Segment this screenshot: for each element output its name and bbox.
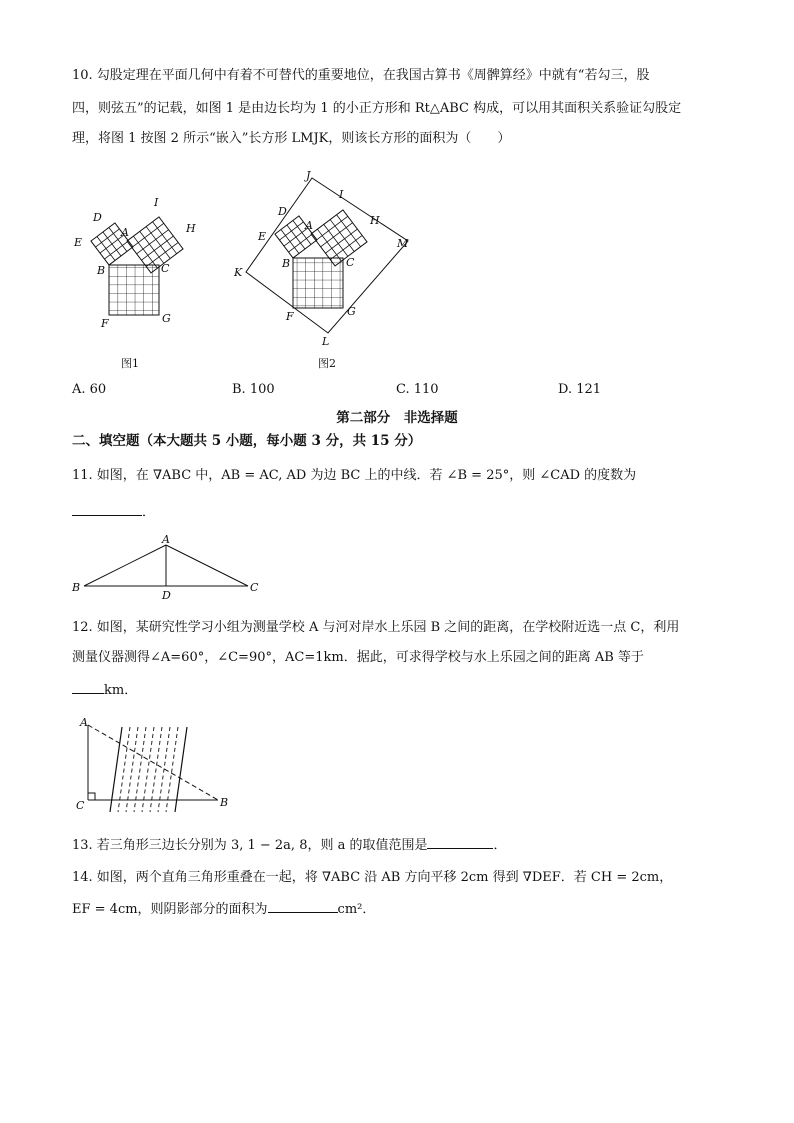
section-fill-in-title: 二、填空题（本大题共 5 小题，每小题 3 分，共 15 分）	[72, 433, 422, 449]
part-two-title: 第二部分 非选择题	[336, 410, 458, 426]
q11-line1: 11. 如图，在 ∇ABC 中，AB = AC, AD 为边 BC 上的中线．若 ∠B = 25°，则 ∠CAD 的度数为	[72, 468, 637, 483]
q14-answer-blank[interactable]	[268, 900, 338, 913]
fig2-label-m: M	[397, 237, 409, 250]
q11-label-d: D	[162, 589, 171, 602]
q14-text: EF = 4cm，则阴影部分的面积为	[72, 902, 268, 917]
q13-answer-blank[interactable]	[427, 836, 493, 849]
q12-line2: 测量仪器测得∠A=60°，∠C=90°，AC=1km．据此，可求得学校与水上乐园之间的距离 AB 等于	[72, 650, 644, 665]
fig1-label-b: B	[97, 264, 106, 277]
fig2-label-a: A	[305, 219, 313, 232]
q12-label-c: C	[76, 799, 85, 812]
fig2-label-h: H	[370, 214, 380, 227]
fig2-label-g: G	[347, 305, 356, 318]
q12-river-figure	[72, 712, 242, 812]
fig2-label-f: F	[286, 310, 294, 323]
fig1-label-d: D	[93, 211, 102, 224]
q13-line	[72, 836, 507, 855]
fig2-label-k: K	[234, 266, 243, 279]
q12-label-a: A	[80, 716, 88, 729]
q11-label-c: C	[250, 581, 259, 594]
fig1-label-c: C	[161, 262, 170, 275]
q12-unit: km．	[104, 683, 138, 698]
fig2-label-j: J	[306, 169, 311, 182]
fig2-caption: 图2	[318, 357, 336, 370]
q10-line1: 10. 勾股定理在平面几何中有着不可替代的重要地位，在我国古算书《周髀算经》中就有“若勾三，股	[72, 68, 650, 83]
q11-triangle-figure	[68, 530, 268, 605]
q11-label-b: B	[72, 581, 81, 594]
figure-1	[66, 190, 206, 335]
figure-2	[228, 168, 418, 350]
fig2-label-d: D	[278, 205, 287, 218]
fig2-label-i: I	[339, 188, 344, 201]
q10-line2: 四，则弦五”的记载，如图 1 是由边长均为 1 的小正方形和 Rt△ABC 构成，可以用其面积关系验证勾股定	[72, 101, 682, 116]
q12-answer-blank[interactable]	[72, 681, 104, 694]
q14-line1: 14. 如图，两个直角三角形重叠在一起，将 ∇ABC 沿 AB 方向平移 2cm 得到 ∇DEF．若 CH = 2cm，	[72, 870, 673, 885]
fig2-label-l: L	[322, 335, 330, 348]
q12-line3	[72, 681, 137, 700]
q11-label-a: A	[162, 533, 170, 546]
q10-option-c: C. 110	[396, 382, 439, 397]
q10-line3: 理，将图 1 按图 2 所示“嵌入”长方形 LMJK，则该长方形的面积为（ ）	[72, 131, 511, 146]
fig1-label-e: E	[74, 236, 83, 249]
fig1-label-i: I	[154, 196, 159, 209]
q10-option-a: A. 60	[72, 382, 107, 397]
fig1-label-f: F	[101, 317, 109, 330]
q14-unit: cm²．	[337, 902, 376, 917]
q12-line1: 12. 如图，某研究性学习小组为测量学校 A 与河对岸水上乐园 B 之间的距离，在学校附近选一点 C，利用	[72, 620, 680, 635]
fig2-label-c: C	[346, 256, 355, 269]
q13-end: ．	[493, 838, 507, 853]
fig1-caption: 图1	[121, 357, 139, 370]
fig2-label-b: B	[282, 257, 291, 270]
q12-label-b: B	[220, 796, 229, 809]
q10-option-b: B. 100	[232, 382, 275, 397]
fig1-label-a: A	[121, 226, 129, 239]
q13-text: 13. 若三角形三边长分别为 3, 1 − 2a, 8，则 a 的取值范围是	[72, 838, 428, 853]
q10-option-d: D. 121	[558, 382, 602, 397]
fig1-label-h: H	[186, 222, 196, 235]
fig2-label-e: E	[258, 230, 267, 243]
q11-end: ．	[142, 505, 156, 520]
q11-answer-blank[interactable]	[72, 503, 142, 516]
q14-line2	[72, 900, 375, 919]
q11-line2	[72, 503, 155, 522]
fig1-label-g: G	[162, 312, 171, 325]
